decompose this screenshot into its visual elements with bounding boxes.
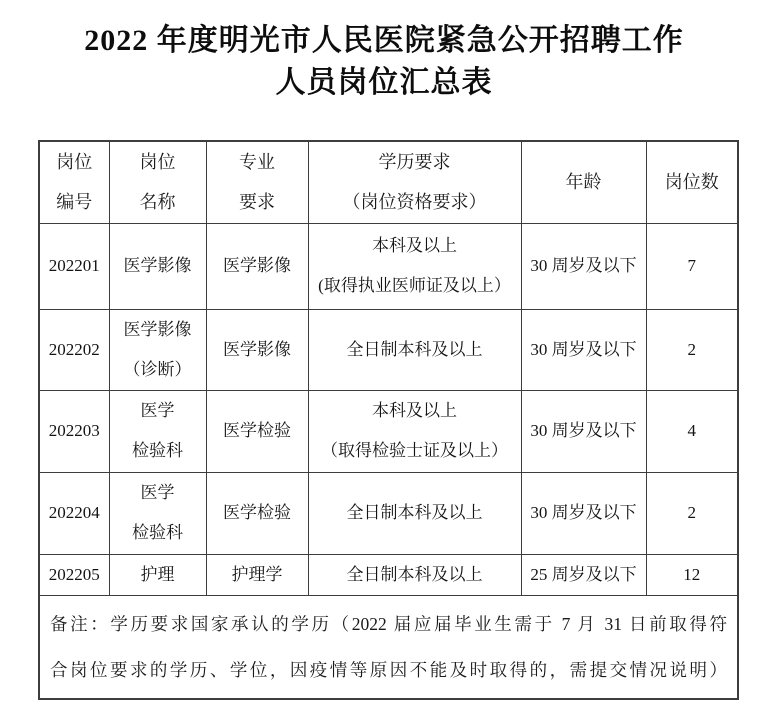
cell-position-code xyxy=(39,554,109,595)
note-row xyxy=(39,595,738,699)
note-line-2: 合岗位要求的学历、学位，因疫情等原因不能及时取得的，需提交情况说明） xyxy=(50,659,727,680)
cell-text: （取得检验士证及以上） xyxy=(321,441,508,460)
header-text: 编号 xyxy=(56,192,93,213)
header-position-name xyxy=(109,141,206,223)
cell-age xyxy=(521,554,646,595)
note-cell xyxy=(39,595,738,699)
header-text: 岗位数 xyxy=(664,172,719,193)
cell-text: 医学检验 xyxy=(223,421,291,440)
cell-position-name xyxy=(109,223,206,309)
cell-education xyxy=(308,554,521,595)
cell-age xyxy=(521,309,646,390)
table-row xyxy=(39,390,738,472)
cell-text: 医学 xyxy=(140,483,175,502)
cell-position-code xyxy=(39,390,109,472)
cell-major xyxy=(206,554,308,595)
cell-education xyxy=(308,223,521,309)
cell-text: 医学 xyxy=(140,401,175,420)
header-age xyxy=(521,141,646,223)
cell-text: 全日制本科及以上 xyxy=(346,339,483,359)
header-text: 学历要求 xyxy=(378,152,451,173)
cell-text: 202203 xyxy=(48,421,100,440)
cell-text: 12 xyxy=(683,564,701,584)
cell-text: 医学影像 xyxy=(223,256,291,275)
table-row xyxy=(39,309,738,390)
cell-text: 医学影像 xyxy=(123,319,192,339)
cell-text: 本科及以上 xyxy=(372,236,457,255)
cell-text: 202204 xyxy=(48,503,100,522)
header-text: 岗位 xyxy=(139,152,176,173)
table-header-row xyxy=(39,141,738,223)
cell-age xyxy=(521,390,646,472)
header-text: （岗位资格要求） xyxy=(342,192,487,213)
header-text: 岗位 xyxy=(56,152,93,173)
cell-position-name xyxy=(109,309,206,390)
cell-text: 全日制本科及以上 xyxy=(346,564,483,584)
table-row xyxy=(39,223,738,309)
cell-text: 护理 xyxy=(140,564,175,584)
cell-position-code xyxy=(39,309,109,390)
cell-text: 2 xyxy=(687,339,696,359)
header-position-code xyxy=(39,141,109,223)
cell-text: 30 周岁及以下 xyxy=(530,503,637,522)
header-education-requirement xyxy=(308,141,521,223)
cell-major xyxy=(206,223,308,309)
cell-count xyxy=(646,472,738,554)
cell-age xyxy=(521,223,646,309)
cell-position-name xyxy=(109,472,206,554)
table-row xyxy=(39,472,738,554)
cell-text: 检验科 xyxy=(132,441,183,460)
cell-text: 医学影像 xyxy=(123,256,192,275)
cell-age xyxy=(521,472,646,554)
cell-text: 护理学 xyxy=(231,564,283,584)
header-major-requirement xyxy=(206,141,308,223)
cell-text: 25 周岁及以下 xyxy=(530,564,637,584)
cell-text: 2 xyxy=(687,503,696,522)
cell-count xyxy=(646,554,738,595)
cell-position-code xyxy=(39,223,109,309)
cell-text: 全日制本科及以上 xyxy=(346,503,483,522)
header-text: 年龄 xyxy=(565,172,602,193)
cell-text: 4 xyxy=(687,421,696,440)
header-text: 名称 xyxy=(139,192,176,213)
cell-text: 本科及以上 xyxy=(372,401,457,420)
cell-text: 医学影像 xyxy=(223,339,291,359)
cell-count xyxy=(646,390,738,472)
title-line-1: 2022 年度明光市人民医院紧急公开招聘工作 xyxy=(84,24,684,57)
cell-text: 30 周岁及以下 xyxy=(530,339,637,359)
cell-text: (取得执业医师证及以上） xyxy=(318,276,511,295)
cell-count xyxy=(646,223,738,309)
cell-text: 202202 xyxy=(48,339,100,359)
note-line-1: 备注：学历要求国家承认的学历（2022 届应届毕业生需于 7 月 31 日前取得符 xyxy=(50,613,727,634)
title-line-2: 人员岗位汇总表 xyxy=(275,66,493,99)
cell-education xyxy=(308,309,521,390)
header-text: 要求 xyxy=(239,192,275,213)
cell-education xyxy=(308,390,521,472)
table-row xyxy=(39,554,738,595)
cell-text: 医学检验 xyxy=(223,503,291,522)
cell-major xyxy=(206,309,308,390)
cell-text: 30 周岁及以下 xyxy=(530,421,637,440)
cell-major xyxy=(206,390,308,472)
cell-text: 30 周岁及以下 xyxy=(530,256,637,275)
cell-text: （诊断） xyxy=(123,359,192,379)
cell-text: 7 xyxy=(687,256,696,275)
header-text: 专业 xyxy=(239,152,275,173)
positions-table xyxy=(38,140,739,700)
cell-text: 202205 xyxy=(48,564,100,584)
cell-position-name xyxy=(109,554,206,595)
cell-position-code xyxy=(39,472,109,554)
cell-text: 检验科 xyxy=(132,523,183,542)
cell-text: 202201 xyxy=(48,256,100,275)
header-position-count xyxy=(646,141,738,223)
cell-count xyxy=(646,309,738,390)
cell-education xyxy=(308,472,521,554)
cell-position-name xyxy=(109,390,206,472)
cell-major xyxy=(206,472,308,554)
page-title xyxy=(0,0,768,104)
